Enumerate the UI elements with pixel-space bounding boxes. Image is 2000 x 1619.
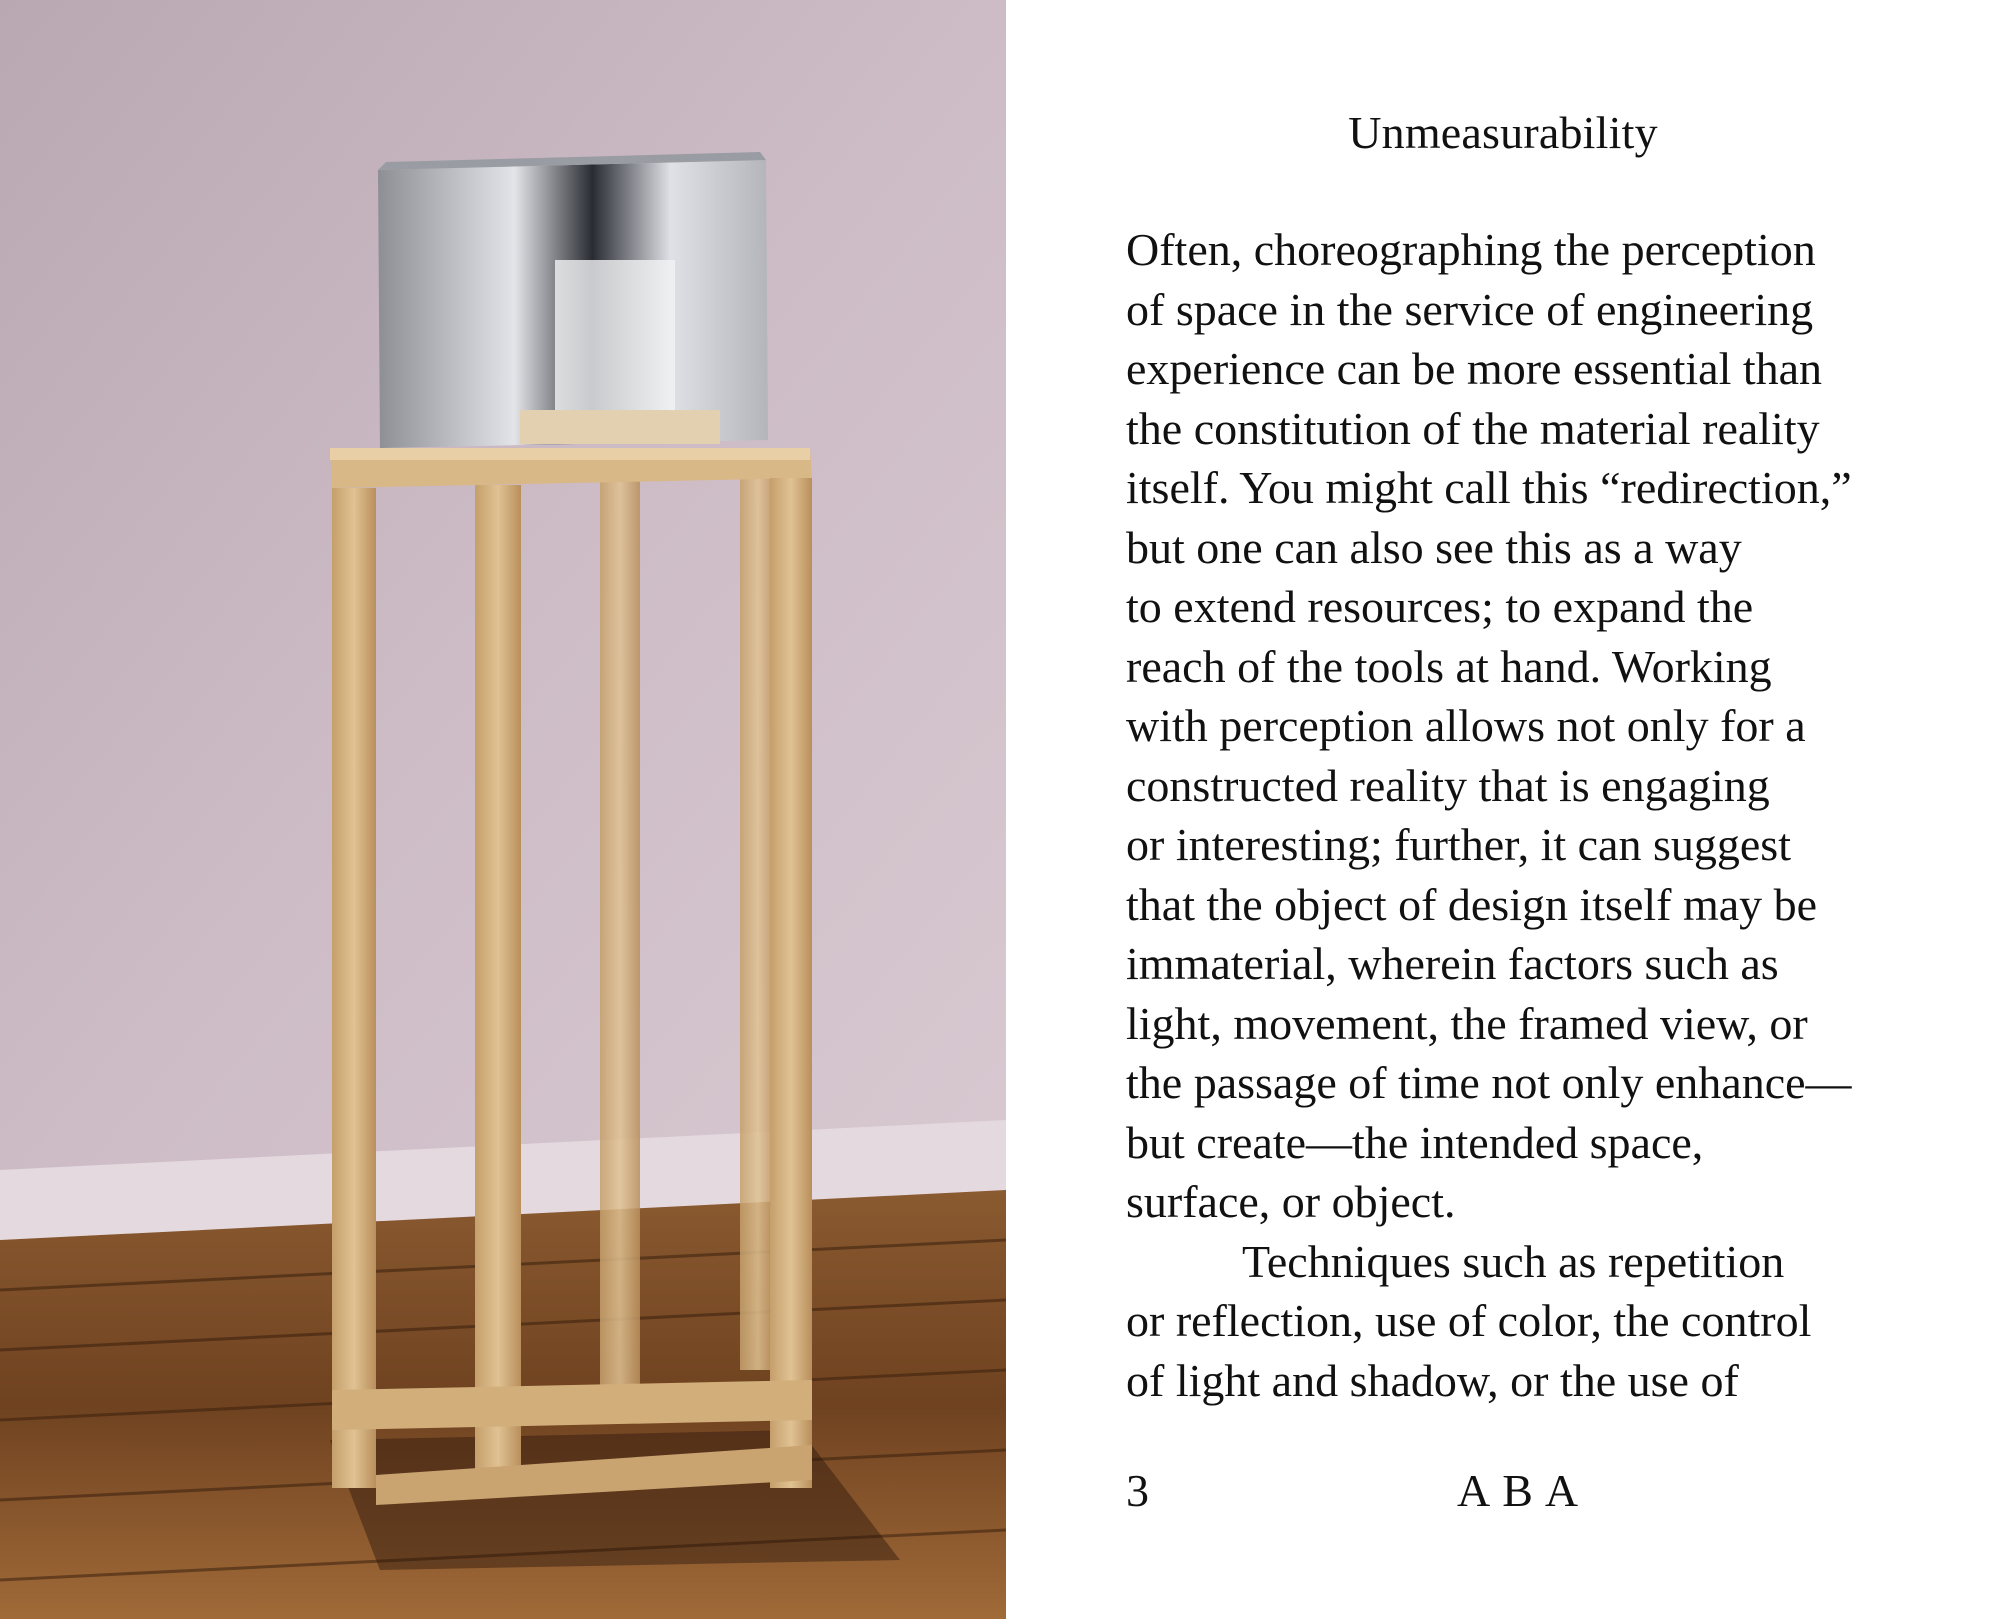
body-line: but create—the intended space, [1126,1116,1704,1168]
body-line: Often, choreographing the perception [1126,224,1816,275]
body-line: of light and shadow, or the use of [1126,1354,1739,1406]
body-line: with perception allows not only for a [1126,700,1806,751]
running-head: ABA [1457,1465,1591,1516]
body-line: that the object of design itself may be [1126,878,1818,930]
body-line: itself. You might call this “redirection,” [1126,462,1852,513]
body-line: but one can also see this as a way [1126,521,1742,573]
body-text [1126,220,1946,1410]
body-line: experience can be more essential than [1126,343,1823,394]
text-page [1006,0,2000,1619]
body-line: constructed reality that is engaging [1126,759,1770,811]
page-number: 3 [1126,1465,1149,1516]
body-line: or interesting; further, it can suggest [1126,819,1791,870]
body-line: immaterial, wherein factors such as [1126,938,1779,989]
body-line: Techniques such as repetition [1242,1235,1785,1287]
body-line: reach of the tools at hand. Working [1126,640,1772,692]
body-line: to extend resources; to expand the [1126,581,1754,632]
body-line: light, movement, the framed view, or [1126,997,1808,1049]
body-line: the constitution of the material reality [1126,402,1820,454]
page-title: Unmeasurability [1348,107,1658,158]
mirror-cube [378,152,768,448]
body-line: or reflection, use of color, the control [1126,1295,1812,1346]
body-line: surface, or object. [1126,1176,1456,1227]
body-line: of space in the service of engineering [1126,283,1814,335]
body-line: the passage of time not only enhance— [1126,1057,1852,1108]
